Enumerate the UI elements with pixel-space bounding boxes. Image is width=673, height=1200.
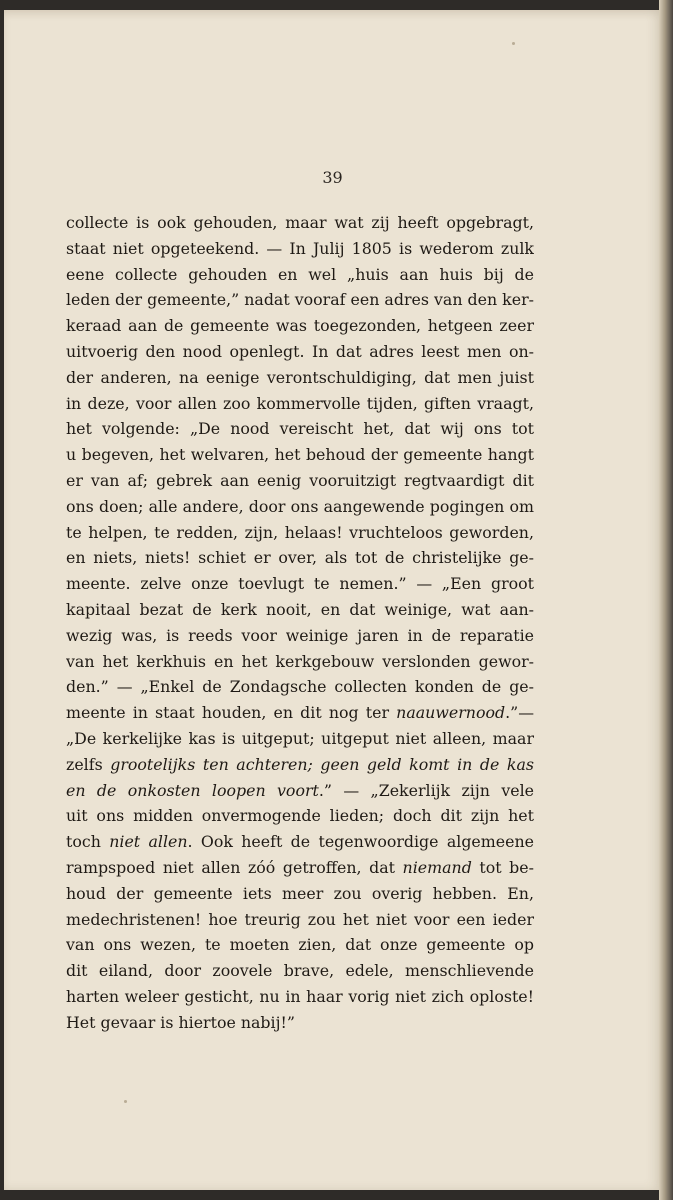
text-line [66,984,534,1010]
text-line [66,468,534,494]
text-run: Het gevaar is hiertoe nabij!” [66,1012,295,1032]
italic-text: grootelijks ten achteren; geen geld komt in de kas [110,754,534,774]
body-text [66,210,534,1036]
text-line [66,494,534,520]
text-line [66,855,534,881]
page-number: 39 [322,168,343,187]
text-run: tot be- [471,857,534,877]
text-run: kapitaal bezat de kerk nooit, en dat weinige, wat aan- [66,599,534,619]
text-run: toch [66,832,110,852]
page-edge-shadow [659,0,673,1200]
text-run: harten weleer gesticht, nu in haar vorig niet zich oploste! [66,986,534,1006]
text-run: het volgende: „De nood vereischt het, dat wij ons tot [66,419,534,439]
text-line [66,829,534,855]
text-line [66,545,534,571]
paper-speck [512,42,515,45]
text-line [66,262,534,288]
text-run: te helpen, te redden, zijn, helaas! vruchteloos geworden, [66,522,534,542]
text-line [66,700,534,726]
italic-text: niemand [402,857,472,877]
italic-text: en de onkosten loopen voort [66,780,319,800]
text-line [66,236,534,262]
text-run: uitvoerig den nood openlegt. In dat adres leest men on- [66,341,534,361]
text-line [66,623,534,649]
text-run: keraad aan de gemeente was toegezonden, hetgeen zeer [66,316,534,336]
text-line [66,674,534,700]
text-run: zelfs [66,754,111,774]
text-line [66,726,534,752]
text-run: in deze, voor allen zoo kommervolle tijden, giften vraagt, [66,393,534,413]
text-run: ons doen; alle andere, door ons aangewende pogingen om [66,496,534,516]
text-run: meente in staat houden, en dit nog ter [66,703,397,723]
text-line [66,907,534,933]
text-run: der anderen, na eenige verontschuldiging, dat men juist [66,367,534,387]
italic-text: niet allen [109,832,188,852]
text-run: .”— [505,703,534,723]
text-line [66,391,534,417]
text-line [66,778,534,804]
text-run: eene collecte gehouden en wel „huis aan huis bij de [66,264,534,284]
text-run: meente. zelve onze toevlugt te nemen.” — „Een groot [66,574,534,594]
text-run: en niets, niets! schiet er over, als tot de christelijke ge- [66,548,534,568]
text-run: wezig was, is reeds voor weinige jaren in de reparatie [66,625,534,645]
text-run: er van af; gebrek aan eenig vooruitzigt regtvaardigt dit [66,470,534,490]
paper-speck [124,1100,127,1103]
text-run: houd der gemeente iets meer zou overig hebben. En, [66,883,534,903]
text-line [66,803,534,829]
text-run: leden der gemeente,” nadat vooraf een adres van den ker- [66,290,534,310]
text-line [66,313,534,339]
text-line [66,649,534,675]
text-run: van ons wezen, te moeten zien, dat onze gemeente op [66,935,534,955]
text-run: den.” — „Enkel de Zondagsche collecten konden de ge- [66,677,534,697]
text-line [66,520,534,546]
text-line [66,1010,534,1036]
text-run: u begeven, het welvaren, het behoud der gemeente hangt [66,445,534,465]
text-line [66,571,534,597]
text-line [66,597,534,623]
text-line [66,416,534,442]
text-run: van het kerkhuis en het kerkgebouw verslonden gewor- [66,651,534,671]
text-run: rampspoed niet allen zóó getroffen, dat [66,857,403,877]
text-run: medechristenen! hoe treurig zou het niet voor een ieder [66,909,534,929]
book-page [4,10,661,1190]
text-line [66,339,534,365]
text-run: dit eiland, door zoovele brave, edele, menschlievende [66,961,534,981]
text-line [66,752,534,778]
text-run: collecte is ook gehouden, maar wat zij heeft opgebragt, [66,213,534,232]
text-run: .” — „Zekerlijk zijn vele [318,780,534,800]
text-line [66,287,534,313]
text-run: „De kerkelijke kas is uitgeput; uitgeput niet alleen, maar [66,728,534,748]
text-line [66,932,534,958]
text-run: staat niet opgeteekend. — In Julij 1805 is wederom zulk [66,238,534,258]
text-line [66,365,534,391]
text-line [66,881,534,907]
text-line [66,958,534,984]
text-run: . Ook heeft de tegenwoordige algemeene [187,832,534,852]
text-line [66,210,534,236]
text-line [66,442,534,468]
text-run: uit ons midden onvermogende lieden; doch dit zijn het [66,806,534,826]
italic-text: naauwernood [396,703,506,723]
